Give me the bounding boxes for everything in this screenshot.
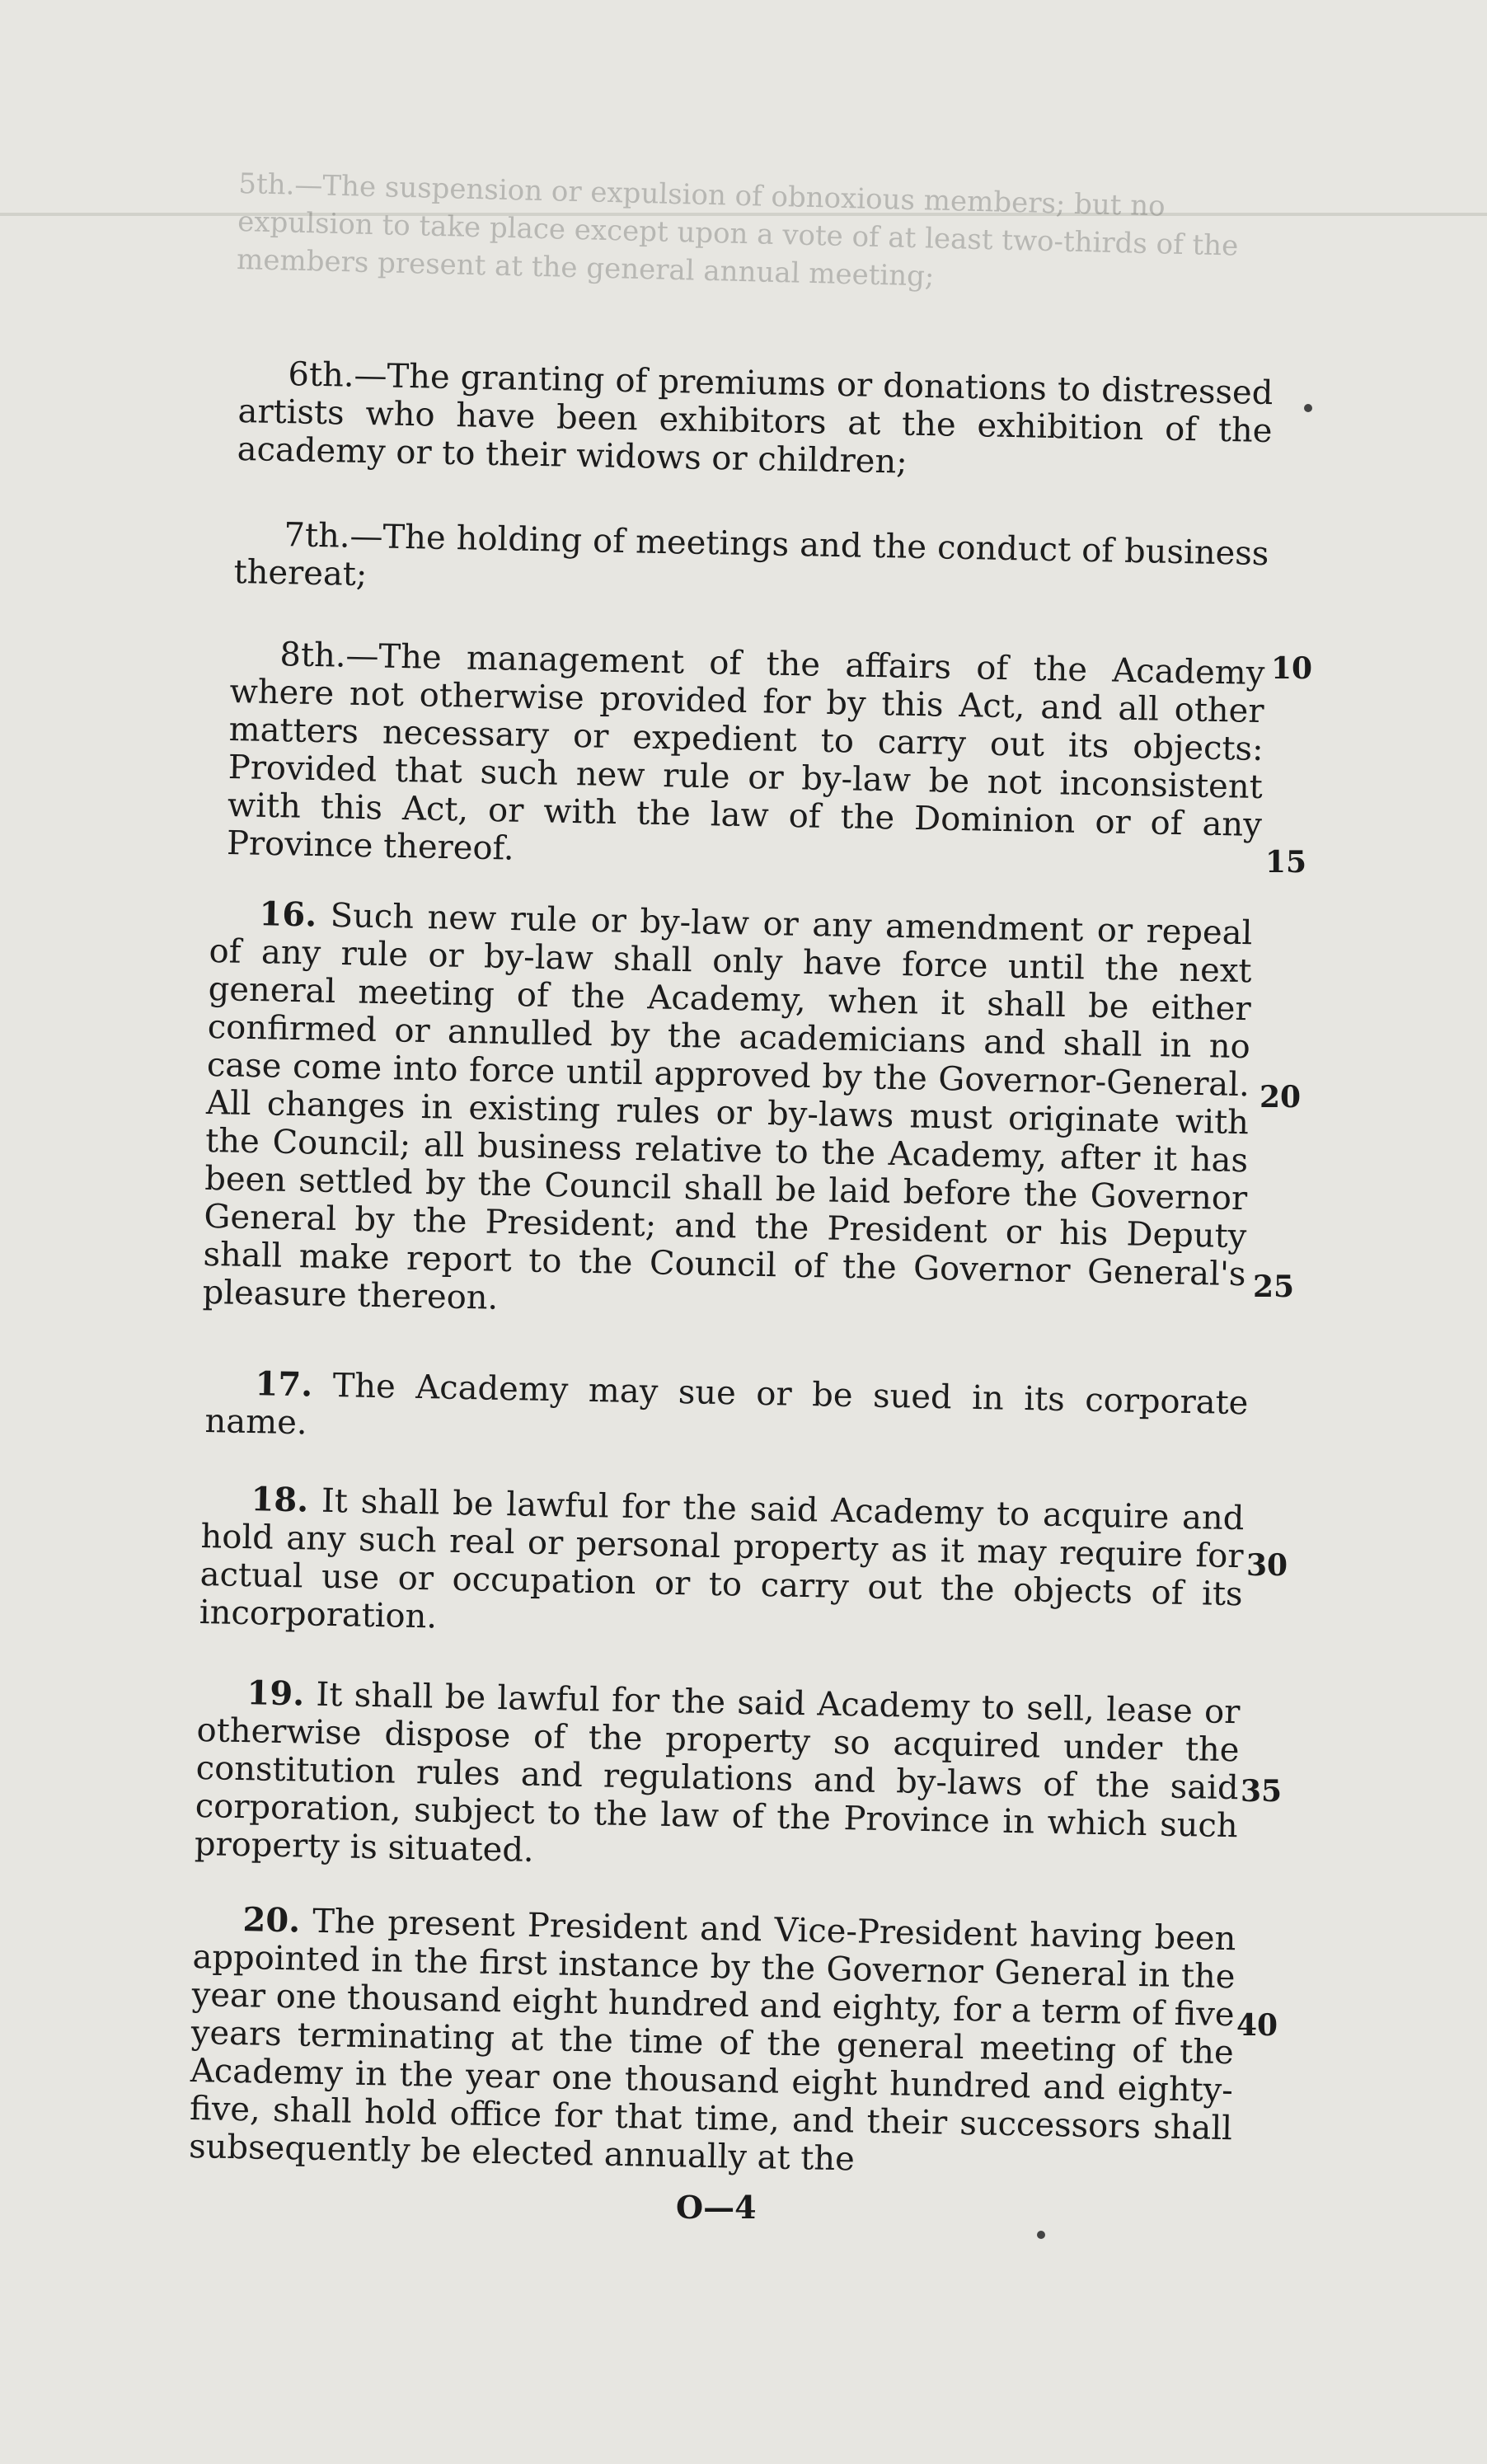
section-number: 16. — [259, 894, 317, 935]
line-number-20: 20 — [1259, 1080, 1302, 1115]
clause-8th: 8th.—The management of the affairs of the Academy where not otherwise provided for by this Act, and all other matters necessary or expedient to carry out its objects: Provided that such new rule or by-law be not inconsistent with this Act, or with the law of the Dominion or of any Province thereof. — [226, 636, 1265, 868]
section-text: The Academy may sue or be sued in its corporate name. — [204, 1366, 1249, 1443]
line-number-40: 40 — [1236, 2008, 1278, 2043]
section-text: It shall be lawful for the said Academy to acquire and hold any such real or personal property as it may require for actual use or occupation or to carry out the objects of its incorporation. — [199, 1481, 1245, 1636]
section-number: 20. — [242, 1900, 301, 1941]
section-text: The present President and Vice-President having been appointed in the first instance by the Governor General in the year one thousand eight hundred and eighty, for a term of five years terminating at the time of the general meeting of the Academy in the year one thousand eight hundred and eighty-five, shall hold office for that time, and their successors shall subsequently be elected annually at the — [188, 1902, 1236, 2179]
section-number: 19. — [246, 1673, 305, 1714]
section-number: 18. — [251, 1480, 309, 1520]
section-17 — [204, 1364, 1249, 1460]
line-number-30: 30 — [1246, 1548, 1288, 1583]
ink-speck — [1037, 2231, 1045, 2239]
bleed-through-text: 5th.—The suspension or expulsion of obnoxious members; but no expulsion to take place except upon a vote of at least two-thirds of the members present at the general annual meeting; — [236, 167, 1239, 293]
ink-speck — [1304, 404, 1312, 412]
line-number-25: 25 — [1253, 1270, 1295, 1304]
section-19 — [195, 1673, 1241, 1883]
page-signature: O—4 — [676, 2189, 757, 2226]
line-number-10: 10 — [1271, 651, 1313, 686]
line-number-15: 15 — [1265, 845, 1307, 880]
section-20 — [189, 1900, 1236, 2185]
section-18 — [199, 1480, 1244, 1651]
section-text: Such new rule or by-law or any amendment or repeal of any rule or by-law shall only have force until the next general meeting of the Academy, when it shall be either confirmed or annulled by the academicians and shall in no case come into force until approved by the Governor-General. All changes in existing rules or by-laws must originate with the Council; all business relative to the Academy, after it has been settled by the Council shall be laid before the Governor General by the President; and the President or his Deputy shall make report to the Council of the Governor General's pleasure thereon. — [202, 896, 1253, 1317]
section-text: It shall be lawful for the said Academy to sell, lease or otherwise dispose of the property so acquired under the constitution rules and regulations and by-laws of the said corporation, subject to the law of the Province in which such property is situated. — [194, 1675, 1241, 1870]
section-16 — [202, 894, 1252, 1331]
line-number-35: 35 — [1241, 1774, 1283, 1809]
clause-7th: 7th.—The holding of meetings and the conduct of business thereat; — [233, 516, 1269, 594]
clause-6th: 6th.—The granting of premiums or donations to distressed artists who have been exhibitors at the exhibition of the academy or to their widows or children; — [237, 355, 1274, 481]
section-number: 17. — [255, 1364, 313, 1405]
